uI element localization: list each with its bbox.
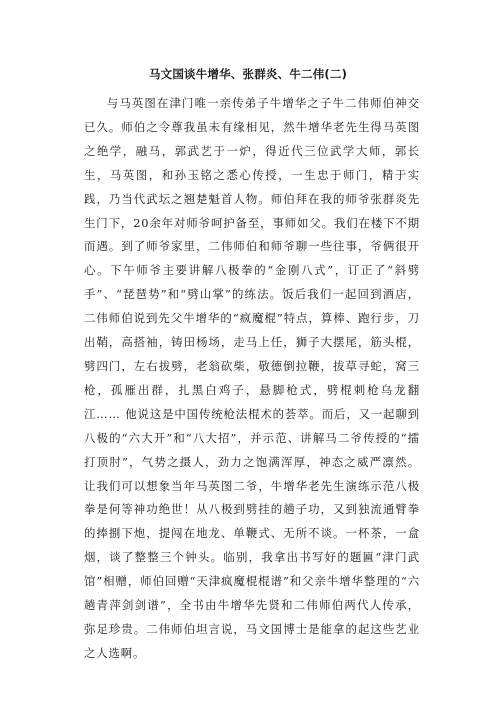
body-paragraph: 与马英图在津门唯一亲传弟子牛增华之子牛二伟师伯神交已久。师伯之令尊我虽未有缘相见，然牛增华老先生得马英图之绝学，融马，郭武艺于一炉，得近代三位武学大师，郭长生，马英图，和孙玉铭之悉心传授，一生忠于师门，精于实践，乃当代武坛之翘楚魁首人物。师伯拜在我的师爷张群炎先生门下，20余年对师爷呵护备至，事师如父。我们在楼下不期而遇。到了师爷家里，二伟师伯和师爷聊一些往事，爷俩很开心。下午师爷主要讲解八极拳的“金刚八式”，订正了“斜劈手”、“琵琶势”和“劈山掌”的练法。饭后我们一起回到酒店，二伟师伯说到先父牛增华的“疯魔棍”特点，算棒、跑行步，刀出鞘，高搭袖，铸田杨场，走马上任，狮子大摆尾，筋头棍，劈四门，左右拔劈，老翁砍柴，敬德倒拉鞭，拔草寻蛇，窝三枪，孤雁出群，扎黑白鸡子，悬脚枪式，劈棍刺枪乌龙翻江…… 他说这是中国传统枪法棍术的荟萃。而后，又一起聊到八极的“六大开”和“八大招”，并示范、讲解马二爷传授的“擂打顶肘”，气势之摄人，劲力之饱满浑厚，神态之威严凛然。让我们可以想象当年马英图二爷，牛增华老先生演练示范八极拳是何等神功绝世！从八极到劈挂的趟子功，又到独流通臂拳的捧捌下炮，提闯在地龙、单鞭式、无所不谈。一杯茶，一盒烟，谈了整整三个钟头。临别，我拿出书写好的题匾“津门武馆”相赠，师伯回赠“天津疯魔棍棍谱”和父亲牛增华整理的“六趟青萍剑剑谱”，全书由牛增华先贤和二伟师伯两代人传承，弥足珍贵。二伟师伯坦言说，马文国博士是能拿的起这些艺业之人选啊。 — [84, 96, 420, 660]
body-text — [84, 92, 420, 666]
page-title: 马文国谈牛增华、张群炎、牛二伟(二) — [148, 67, 348, 81]
